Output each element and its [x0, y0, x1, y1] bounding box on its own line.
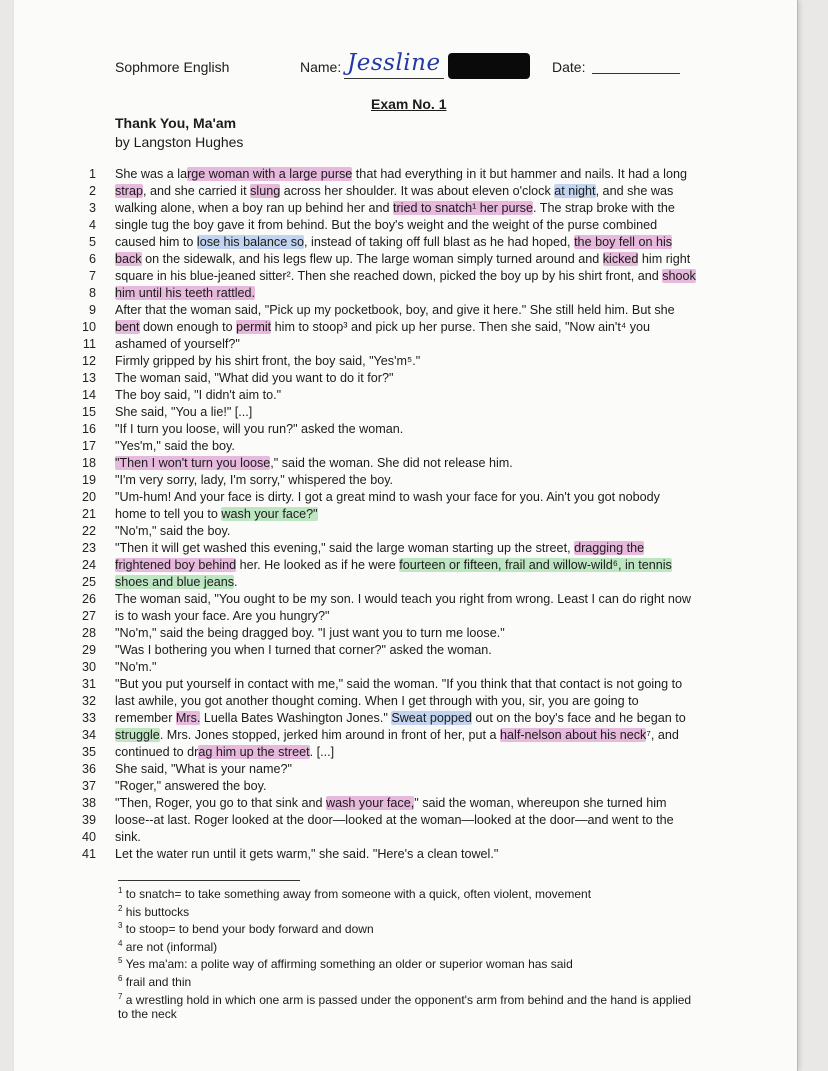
text-segment: "Then it will get washed this evening," said the large woman starting up the street, — [115, 541, 575, 555]
line-text — [115, 846, 498, 863]
text-segment: Luella Bates Washington Jones." — [200, 711, 392, 725]
text-segment: ashamed of yourself?" — [115, 337, 240, 351]
footnote — [118, 937, 698, 955]
highlighted-phrase: Sweat popped — [391, 711, 472, 725]
text-segment: across her shoulder. It was about eleven o'clock — [280, 184, 555, 198]
story-line — [14, 455, 798, 472]
line-text — [115, 489, 660, 506]
text-segment: continued to dr — [115, 745, 199, 759]
header-row — [14, 50, 798, 82]
text-segment: home to tell you to — [115, 507, 222, 521]
text-segment: "Yes'm," said the boy. — [115, 439, 235, 453]
line-text — [115, 251, 690, 268]
line-number: 29 — [81, 643, 96, 657]
text-segment: remember — [115, 711, 176, 725]
date-blank-line — [592, 73, 680, 74]
footnote — [118, 972, 698, 990]
line-number: 24 — [81, 558, 96, 572]
line-number: 30 — [81, 660, 96, 674]
student-name-handwriting: Jessline — [347, 50, 441, 76]
line-number: 9 — [88, 303, 96, 317]
story-text — [14, 166, 798, 863]
line-text — [115, 778, 267, 795]
line-number: 16 — [81, 422, 96, 436]
line-number: 14 — [81, 388, 96, 402]
story-line — [14, 438, 798, 455]
story-author: by Langston Hughes — [115, 134, 244, 150]
line-text — [115, 302, 675, 319]
line-text — [115, 659, 156, 676]
text-segment: single tug the boy gave it from behind. But the boy's weight and the weight of the purse combined — [115, 218, 658, 232]
story-line — [14, 285, 798, 302]
highlighted-phrase: kicked — [602, 252, 639, 266]
text-segment: last awhile, you got another thought coming. When I get through with you, sir, you are going to — [115, 694, 639, 708]
text-segment: "Um-hum! And your face is dirty. I got a great mind to wash your face for you. Ain't you got nobody — [115, 490, 660, 504]
line-number: 37 — [81, 779, 96, 793]
highlighted-phrase: tried to snatch¹ her purse — [392, 201, 533, 215]
line-text — [115, 795, 667, 812]
line-number: 33 — [81, 711, 96, 725]
line-number: 11 — [82, 337, 96, 351]
line-text — [115, 625, 505, 642]
story-line — [14, 744, 798, 761]
story-line — [14, 608, 798, 625]
text-segment: caused him to — [115, 235, 197, 249]
story-line — [14, 336, 798, 353]
highlighted-phrase: back — [115, 252, 142, 266]
text-segment: "But you put yourself in contact with me," said the woman. "If you think that that contact is not going to — [115, 677, 683, 691]
text-segment: The woman said, "You ought to be my son. I would teach you right from wrong. Least I can do right now — [115, 592, 691, 606]
text-segment: . Mrs. Jones stopped, jerked him around in front of her, put a — [159, 728, 501, 742]
footnote-text: a wrestling hold in which one arm is passed under the opponent's arm from behind and the hand is applied to the neck — [118, 992, 692, 1022]
footnote — [118, 884, 698, 902]
footnote — [118, 919, 698, 937]
line-number: 1 — [88, 167, 96, 181]
story-line — [14, 778, 798, 795]
story-line — [14, 166, 798, 183]
story-line — [14, 659, 798, 676]
highlighted-phrase: frightened boy behind — [115, 558, 237, 572]
text-segment: that had everything in it but hammer and nails. It had a long — [352, 167, 687, 181]
story-line — [14, 421, 798, 438]
footnotes — [118, 884, 698, 1022]
highlighted-phrase: bent — [115, 320, 140, 334]
story-line — [14, 506, 798, 523]
line-number: 23 — [81, 541, 96, 555]
story-line — [14, 846, 798, 863]
line-number: 17 — [81, 439, 96, 453]
highlighted-phrase: ag him up the street — [198, 745, 310, 759]
highlighted-phrase: permit — [236, 320, 272, 334]
line-text — [115, 693, 639, 710]
line-text — [115, 353, 420, 370]
text-segment: "No'm," said the boy. — [115, 524, 231, 538]
line-number: 6 — [88, 252, 96, 266]
line-number: 32 — [81, 694, 96, 708]
story-line — [14, 404, 798, 421]
line-text — [115, 829, 141, 846]
footnote-number: 7 — [118, 991, 123, 1001]
story-line — [14, 727, 798, 744]
line-text — [115, 608, 329, 625]
text-segment: her. He looked as if he were — [236, 558, 400, 572]
footnote-number: 2 — [118, 903, 123, 913]
text-segment: . — [234, 575, 238, 589]
text-segment: The woman said, "What did you want to do it for?" — [115, 371, 394, 385]
story-line — [14, 183, 798, 200]
highlighted-phrase: shoes and blue jeans — [115, 575, 235, 589]
text-segment: Firmly gripped by his shirt front, the boy said, "Yes'm⁵." — [115, 354, 421, 368]
story-line — [14, 319, 798, 336]
text-segment: him right — [638, 252, 691, 266]
line-text — [115, 336, 240, 353]
text-segment: . The strap broke with the — [532, 201, 675, 215]
footnote-number: 4 — [118, 938, 123, 948]
story-line — [14, 489, 798, 506]
text-segment: out on the boy's face and he began to — [471, 711, 686, 725]
text-segment: , instead of taking off full blast as he had hoped, — [304, 235, 575, 249]
story-line — [14, 540, 798, 557]
line-text — [115, 574, 238, 591]
text-segment: , and she was — [595, 184, 674, 198]
text-segment: walking alone, when a boy ran up behind her and — [115, 201, 393, 215]
story-line — [14, 387, 798, 404]
story-line — [14, 625, 798, 642]
line-number: 25 — [81, 575, 96, 589]
line-text — [115, 387, 281, 404]
story-line — [14, 251, 798, 268]
story-line — [14, 642, 798, 659]
line-text — [115, 166, 687, 183]
story-line — [14, 761, 798, 778]
story-line — [14, 574, 798, 591]
line-text — [115, 285, 255, 302]
story-line — [14, 829, 798, 846]
highlighted-phrase: dragging the — [574, 541, 645, 555]
line-text — [115, 744, 334, 761]
story-line — [14, 795, 798, 812]
line-text — [115, 438, 235, 455]
story-line — [14, 302, 798, 319]
line-number: 39 — [81, 813, 96, 827]
line-number: 22 — [81, 524, 96, 538]
story-line — [14, 591, 798, 608]
text-segment: on the sidewalk, and his legs flew up. The large woman simply turned around and — [141, 252, 603, 266]
line-number: 10 — [81, 320, 96, 334]
line-text — [115, 319, 650, 336]
line-text — [115, 183, 673, 200]
story-line — [14, 234, 798, 251]
text-segment: him to stoop³ and pick up her purse. Then she said, "Now ain't⁴ you — [271, 320, 651, 334]
story-line — [14, 557, 798, 574]
line-text — [115, 727, 679, 744]
footnote-number: 3 — [118, 921, 123, 931]
highlighted-phrase: at night — [554, 184, 596, 198]
line-number: 15 — [81, 405, 96, 419]
line-number: 27 — [81, 609, 96, 623]
line-number: 3 — [88, 201, 96, 215]
exam-paper — [14, 0, 798, 1071]
line-text — [115, 472, 393, 489]
text-segment: "No'm," said the being dragged boy. "I just want you to turn me loose." — [115, 626, 505, 640]
line-text — [115, 761, 292, 778]
text-segment: loose--at last. Roger looked at the door—looked at the woman—looked at the door—and went to the — [115, 813, 674, 827]
story-line — [14, 200, 798, 217]
footnote-number: 6 — [118, 973, 123, 983]
text-segment: "No'm." — [115, 660, 157, 674]
line-number: 35 — [81, 745, 96, 759]
footnote-text: frail and thin — [122, 974, 192, 989]
line-number: 26 — [81, 592, 96, 606]
line-text — [115, 234, 672, 251]
text-segment: "Then, Roger, you go to that sink and — [115, 796, 327, 810]
footnote — [118, 954, 698, 972]
line-number: 31 — [81, 677, 96, 691]
line-number: 36 — [81, 762, 96, 776]
highlighted-phrase: strap — [115, 184, 143, 198]
date-label: Date: — [552, 59, 586, 75]
line-number: 12 — [81, 354, 96, 368]
text-segment: "Roger," answered the boy. — [115, 779, 267, 793]
footnote-number: 1 — [118, 886, 123, 895]
line-number: 34 — [81, 728, 96, 742]
text-segment: Let the water run until it gets warm," she said. "Here's a clean towel." — [115, 847, 499, 861]
footnote-text: to snatch= to take something away from someone with a quick, often violent, movement — [122, 887, 592, 901]
text-segment: She was a la — [115, 167, 188, 181]
text-segment: "Was I bothering you when I turned that corner?" asked the woman. — [115, 643, 492, 657]
text-segment: She said, "You a lie!" [...] — [115, 405, 253, 419]
story-line — [14, 217, 798, 234]
line-number: 19 — [81, 473, 96, 487]
highlighted-phrase: him until his teeth rattled. — [115, 286, 256, 300]
line-number: 4 — [88, 218, 96, 232]
line-number: 18 — [81, 456, 96, 470]
line-text — [115, 200, 675, 217]
line-number: 7 — [88, 269, 96, 283]
text-segment: sink. — [115, 830, 141, 844]
line-text — [115, 812, 674, 829]
highlighted-phrase: slung — [250, 184, 281, 198]
text-segment: down enough to — [139, 320, 237, 334]
line-number: 8 — [88, 286, 96, 300]
line-number: 28 — [81, 626, 96, 640]
line-text — [115, 404, 252, 421]
story-line — [14, 676, 798, 693]
line-text — [115, 370, 393, 387]
line-text — [115, 557, 672, 574]
footnote-text: to stoop= to bend your body forward and down — [122, 922, 374, 937]
line-number: 13 — [81, 371, 96, 385]
line-number: 21 — [81, 507, 96, 521]
text-segment: , and she carried it — [143, 184, 251, 198]
highlighted-phrase: half-nelson about his neck — [500, 728, 647, 742]
highlighted-phrase: rge woman with a large purse — [187, 167, 353, 181]
text-segment: "If I turn you loose, will you run?" asked the woman. — [115, 422, 404, 436]
text-segment: ," said the woman. She did not release him. — [270, 456, 513, 470]
footnote — [118, 902, 698, 920]
footnote — [118, 990, 698, 1022]
text-segment: is to wash your face. Are you hungry?" — [115, 609, 330, 623]
story-line — [14, 472, 798, 489]
footnote-number: 5 — [118, 956, 123, 966]
story-line — [14, 693, 798, 710]
text-segment: "I'm very sorry, lady, I'm sorry," whispered the boy. — [115, 473, 394, 487]
text-segment: ⁷, and — [646, 728, 679, 742]
story-line — [14, 268, 798, 285]
redaction-bar — [448, 53, 530, 79]
exam-title: Exam No. 1 — [371, 96, 447, 112]
footnote-text: are not (informal) — [122, 939, 218, 954]
line-text — [115, 268, 696, 285]
line-text — [115, 676, 682, 693]
name-label: Name: — [300, 59, 342, 75]
story-line — [14, 523, 798, 540]
line-number: 2 — [88, 184, 96, 198]
story-line — [14, 353, 798, 370]
line-text — [115, 540, 644, 557]
highlighted-phrase: shook — [662, 269, 696, 283]
highlighted-phrase: Mrs. — [175, 711, 201, 725]
name-underline — [344, 78, 444, 79]
story-title: Thank You, Ma'am — [115, 115, 237, 131]
text-segment: . [...] — [309, 745, 335, 759]
text-segment: The boy said, "I didn't aim to." — [115, 388, 282, 402]
line-number: 5 — [88, 235, 96, 249]
line-text — [115, 455, 513, 472]
highlighted-phrase: lose his balance so — [196, 235, 305, 249]
line-number: 41 — [81, 847, 96, 861]
line-number: 40 — [81, 830, 96, 844]
line-number: 38 — [81, 796, 96, 810]
line-text — [115, 710, 686, 727]
highlighted-phrase: fourteen or fifteen, frail and willow-wild⁶, in tennis — [399, 558, 672, 572]
footnote-text: his buttocks — [122, 904, 190, 919]
highlighted-phrase: wash your face?" — [221, 507, 318, 521]
line-text — [115, 421, 403, 438]
text-segment: She said, "What is your name?" — [115, 762, 292, 776]
footnote-divider — [118, 880, 300, 881]
line-number: 20 — [81, 490, 96, 504]
highlighted-phrase: "Then I won't turn you loose — [115, 456, 271, 470]
story-line — [14, 370, 798, 387]
story-line — [14, 710, 798, 727]
story-line — [14, 812, 798, 829]
course-label: Sophmore English — [115, 59, 230, 75]
highlighted-phrase: the boy fell on his — [574, 235, 673, 249]
line-text — [115, 591, 691, 608]
footnote-text: Yes ma'am: a polite way of affirming something an older or superior woman has said — [122, 957, 573, 972]
text-segment: After that the woman said, "Pick up my pocketbook, boy, and give it here." She still held him. But she — [115, 303, 675, 317]
line-text — [115, 217, 657, 234]
highlighted-phrase: struggle — [115, 728, 160, 742]
line-text — [115, 642, 492, 659]
text-segment: " said the woman, whereupon she turned him — [414, 796, 667, 810]
text-segment: square in his blue-jeaned sitter². Then she reached down, picked the boy up by his shirt front, and — [115, 269, 663, 283]
line-text — [115, 506, 318, 523]
highlighted-phrase: wash your face, — [326, 796, 415, 810]
line-text — [115, 523, 230, 540]
